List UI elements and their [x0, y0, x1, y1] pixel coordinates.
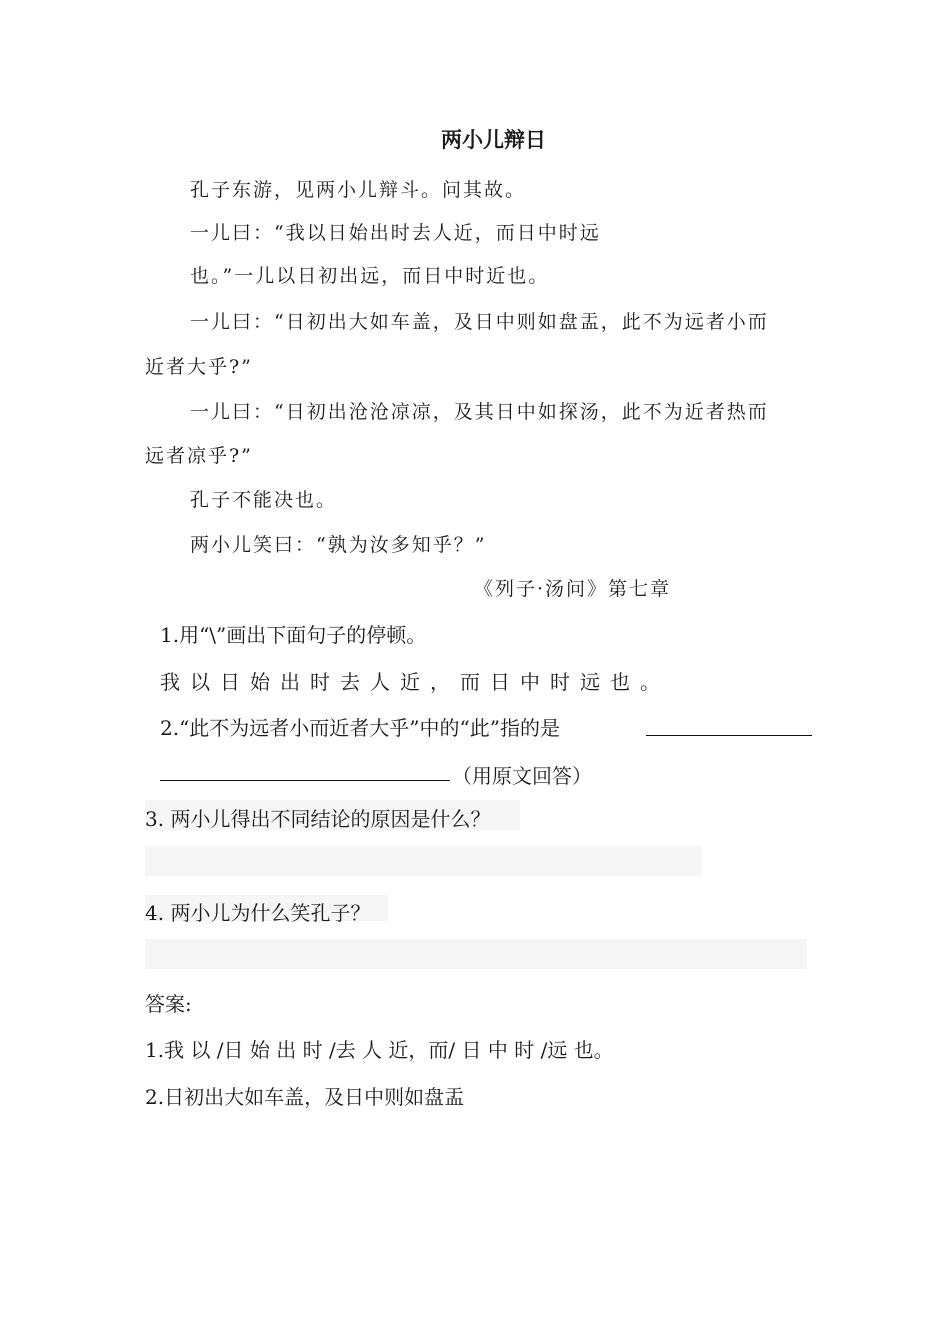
passage-line: 也。”一儿以日初出远，而日中时近也。 [190, 265, 550, 287]
question-2: 2.“此不为远者小而近者大乎”中的“此”指的是 [160, 716, 560, 740]
question-1: 1.用“\”画出下面句子的停顿。 [160, 623, 427, 647]
question-1-sentence: 我以日始出时去人近，而日中时远也。 [160, 670, 670, 694]
question-3: 3. 两小儿得出不同结论的原因是什么？ [145, 807, 491, 831]
passage-line: 近者大乎?” [145, 356, 253, 378]
passage-line: 一儿曰：“我以日始出时去人近，而日中时远 [190, 222, 601, 244]
answer-blank-line[interactable] [160, 780, 450, 781]
answer-field[interactable] [145, 939, 807, 969]
answer-blank-line[interactable] [646, 735, 812, 736]
passage-line: 一儿曰：“日初出沧沧凉凉，及其日中如探汤，此不为近者热而 [190, 401, 769, 423]
passage-line: 远者凉乎?” [145, 445, 253, 467]
question-2-hint: （用原文回答） [452, 764, 592, 788]
page-title: 两小儿辩日 [441, 127, 546, 152]
answers-heading: 答案: [145, 992, 192, 1016]
passage-line: 孔子不能决也。 [190, 489, 338, 511]
passage-line: 孔子东游，见两小儿辩斗。问其故。 [190, 179, 527, 201]
answer-2: 2.日初出大如车盖，及日中则如盘盂 [145, 1085, 465, 1109]
passage-line: 一儿曰：“日初出大如车盖，及日中则如盘盂，此不为远者小而 [190, 311, 769, 333]
question-4: 4. 两小儿为什么笑孔子？ [145, 901, 371, 925]
passage-line: 两小儿笑曰：“孰为汝多知乎？” [190, 534, 487, 556]
source-citation: 《列子·汤问》第七章 [474, 578, 672, 600]
answer-field[interactable] [145, 846, 702, 876]
answer-1: 1.我 以 /日 始 出 时 /去 人 近，而/ 日 中 时 /远 也。 [145, 1038, 614, 1062]
